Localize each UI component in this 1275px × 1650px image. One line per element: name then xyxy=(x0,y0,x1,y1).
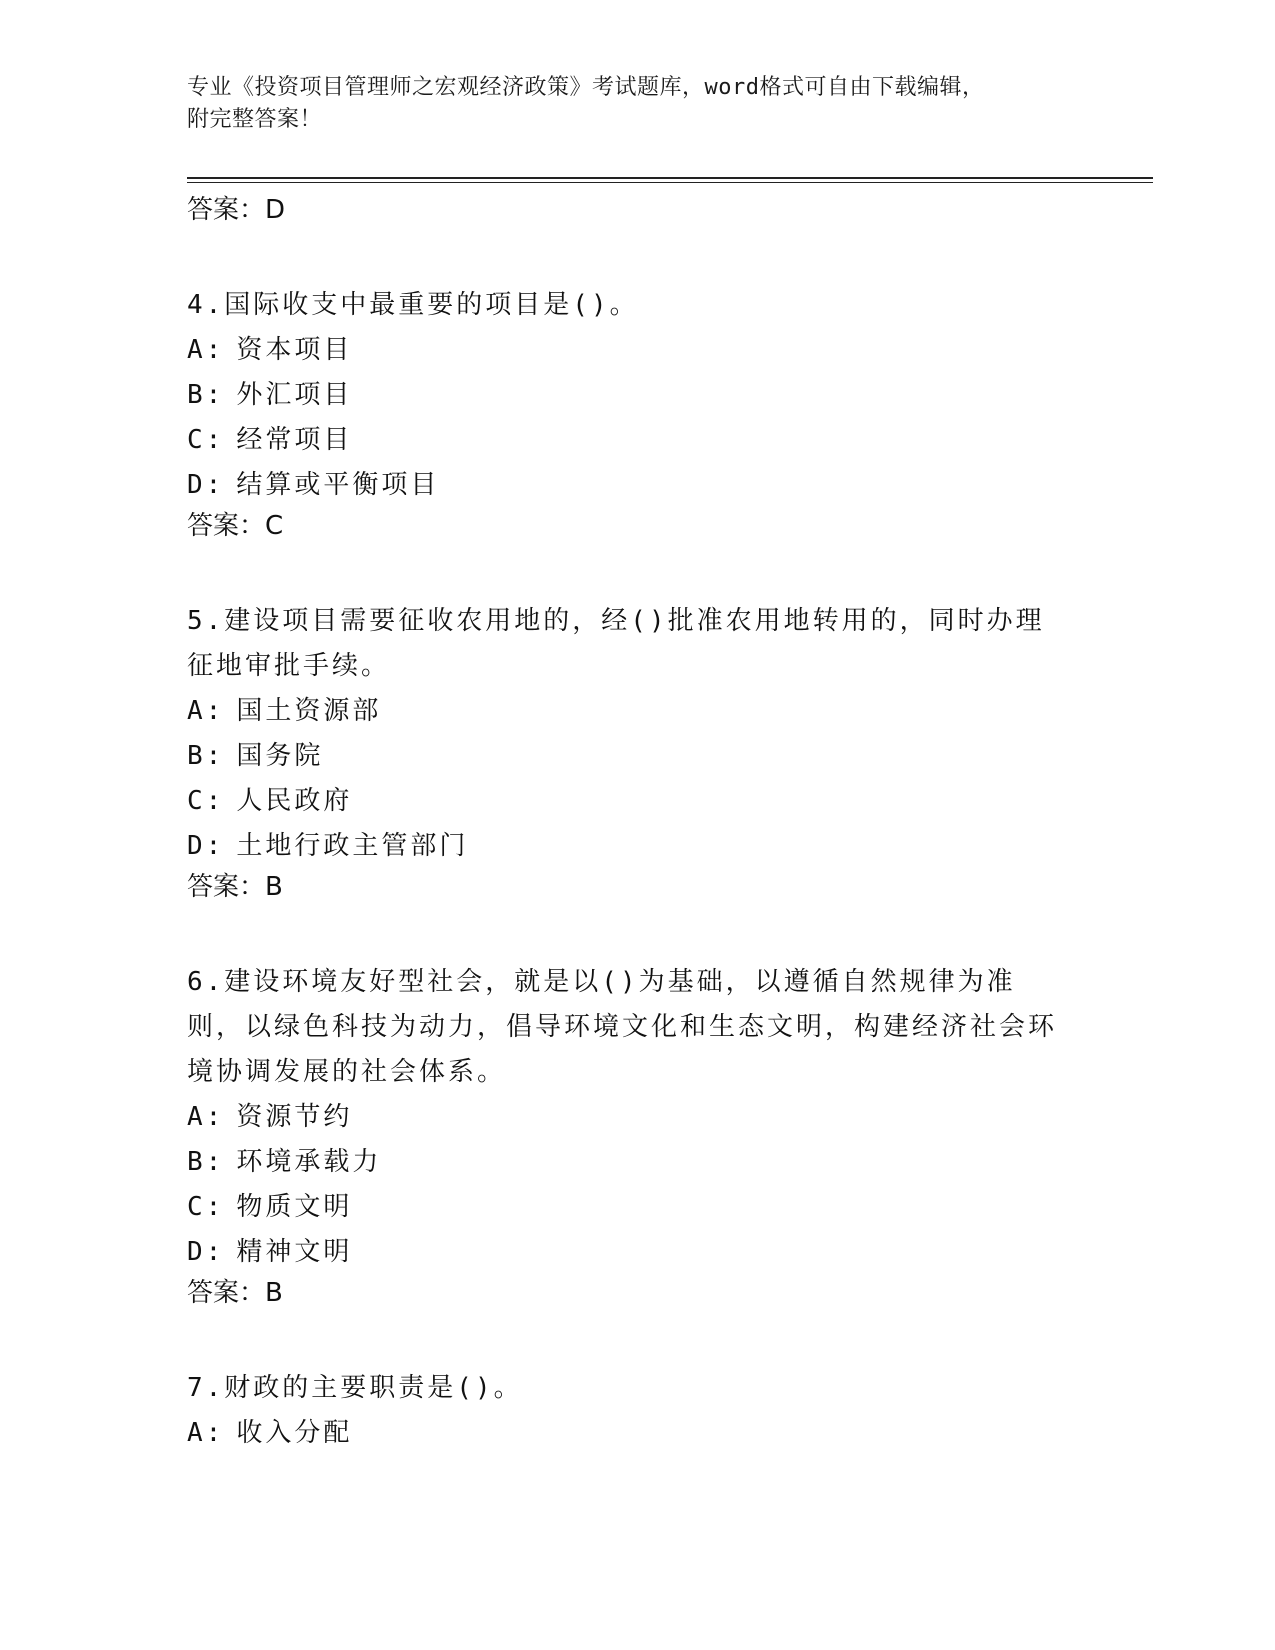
question-text: 7.财政的主要职责是()。 xyxy=(187,1373,523,1403)
question-block xyxy=(187,599,1067,915)
question-list xyxy=(187,192,1067,1456)
question-block xyxy=(187,960,1067,1321)
option-key: C: xyxy=(187,786,225,816)
option-b xyxy=(187,734,1067,779)
option-text: 人民政府 xyxy=(236,786,353,816)
option-key: A: xyxy=(187,335,225,365)
option-c xyxy=(187,418,1067,463)
option-text: 国务院 xyxy=(236,741,324,771)
option-key: A: xyxy=(187,1418,225,1448)
question-block xyxy=(187,283,1067,554)
option-key: B: xyxy=(187,1147,225,1177)
option-c xyxy=(187,1185,1067,1230)
question-text: 6.建设环境友好型社会，就是以()为基础，以遵循自然规律为准则，以绿色科技为动力，倡导环境文化和生态文明，构建经济社会环境协调发展的社会体系。 xyxy=(187,967,1058,1087)
spacer xyxy=(187,915,1067,960)
option-key: D: xyxy=(187,831,225,861)
option-text: 环境承载力 xyxy=(236,1147,382,1177)
option-a xyxy=(187,689,1067,734)
answer-value: B xyxy=(265,872,283,902)
answer-label: 答案： xyxy=(187,195,266,225)
option-text: 结算或平衡项目 xyxy=(236,470,440,500)
spacer xyxy=(187,554,1067,599)
option-a xyxy=(187,1095,1067,1140)
option-key: B: xyxy=(187,741,225,771)
option-key: A: xyxy=(187,696,225,726)
option-d xyxy=(187,824,1067,869)
spacer xyxy=(187,238,1067,283)
header-divider-thin xyxy=(187,182,1153,183)
option-d xyxy=(187,1230,1067,1275)
option-a xyxy=(187,1411,1067,1456)
option-b xyxy=(187,1140,1067,1185)
answer-line xyxy=(187,508,1067,554)
answer-value: C xyxy=(265,511,284,541)
option-key: D: xyxy=(187,470,225,500)
header-line-2: 附完整答案！ xyxy=(187,107,323,132)
answer-label: 答案： xyxy=(187,511,266,541)
answer-label: 答案： xyxy=(187,1278,266,1308)
question-text: 5.建设项目需要征收农用地的，经()批准农用地转用的，同时办理征地审批手续。 xyxy=(187,606,1045,681)
option-d xyxy=(187,463,1067,508)
option-key: C: xyxy=(187,425,225,455)
option-text: 物质文明 xyxy=(236,1192,353,1222)
question-text: 4.国际收支中最重要的项目是()。 xyxy=(187,290,639,320)
header-line-1: 专业《投资项目管理师之宏观经济政策》考试题库，word格式可自由下载编辑， xyxy=(187,75,985,100)
option-key: C: xyxy=(187,1192,225,1222)
answer-line xyxy=(187,1275,1067,1321)
answer-line xyxy=(187,869,1067,915)
option-key: A: xyxy=(187,1102,225,1132)
option-text: 国土资源部 xyxy=(236,696,382,726)
option-text: 外汇项目 xyxy=(236,380,353,410)
option-a xyxy=(187,328,1067,373)
option-text: 资本项目 xyxy=(236,335,353,365)
spacer xyxy=(187,1321,1067,1366)
option-text: 精神文明 xyxy=(236,1237,353,1267)
option-c xyxy=(187,779,1067,824)
question-block xyxy=(187,1366,1067,1456)
option-text: 收入分配 xyxy=(236,1418,353,1448)
option-text: 经常项目 xyxy=(236,425,353,455)
option-b xyxy=(187,373,1067,418)
header-divider-thick xyxy=(187,177,1153,179)
answer-value: B xyxy=(265,1278,283,1308)
answer-label: 答案： xyxy=(187,872,266,902)
option-text: 土地行政主管部门 xyxy=(236,831,469,861)
answer-line xyxy=(187,192,1067,238)
answer-value: D xyxy=(265,195,286,225)
document-header xyxy=(187,72,1067,136)
option-key: B: xyxy=(187,380,225,410)
option-text: 资源节约 xyxy=(236,1102,353,1132)
option-key: D: xyxy=(187,1237,225,1267)
